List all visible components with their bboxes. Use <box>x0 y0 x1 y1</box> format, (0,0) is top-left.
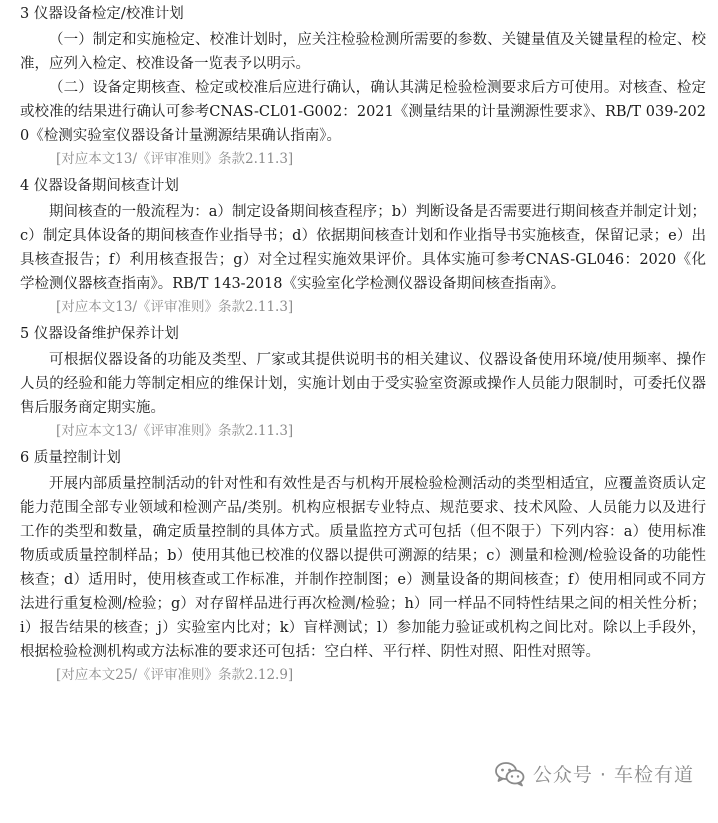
paragraph: 开展内部质量控制活动的针对性和有效性是否与机构开展检验检测活动的类型相适宜，应覆盖资质认定能力范围全部专业领域和检测产品/类别。机构应根据专业特点、规范要求、技术风险、人员能力以及进行工作的类型和数量，确定质量控制的具体方式。质量监控方式可包括（但不限于）下列内容：a）使用标准物质或质量控制样品；b）使用其他已校准的仪器以提供可溯源的结果；c）测量和检测/检验设备的功能性核查；d）适用时，使用核查或工作标准，并制作控制图；e）测量设备的期间核查；f）使用相同或不同方法进行重复检测/检验；g）对存留样品进行再次检测/检验；h）同一样品不同特性结果之间的相关性分析；i）报告结果的核查；j）实验室内比对；k）盲样测试；l）参加能力验证或机构之间比对。除以上手段外，根据检验检测机构或方法标准的要求还可包括：空白样、平行样、阴性对照、阳性对照等。 <box>20 476 706 660</box>
section-heading: 6 质量控制计划 <box>20 450 121 466</box>
section-heading: 4 仪器设备期间核查计划 <box>20 178 179 194</box>
clause-reference: [对应本文13/《评审准则》条款2.11.3] <box>56 299 294 315</box>
section-equipment-calibration-plan <box>20 4 706 170</box>
section-heading: 3 仪器设备检定/校准计划 <box>20 6 184 22</box>
wechat-icon <box>495 761 525 787</box>
clause-reference: [对应本文13/《评审准则》条款2.11.3] <box>56 423 294 439</box>
clause-reference: [对应本文13/《评审准则》条款2.11.3] <box>56 151 294 167</box>
paragraph: （一）制定和实施检定、校准计划时，应关注检验检测所需要的参数、关键量值及关键量程的检定、校准，应列入检定、校准设备一览表予以明示。 <box>20 32 706 72</box>
clause-reference: [对应本文25/《评审准则》条款2.12.9] <box>56 667 294 683</box>
watermark <box>495 760 694 787</box>
section-maintenance-plan <box>20 324 706 442</box>
section-heading: 5 仪器设备维护保养计划 <box>20 326 179 342</box>
paragraph: 期间核查的一般流程为：a）制定设备期间核查程序；b）判断设备是否需要进行期间核查并制定计划；c）制定具体设备的期间核查作业指导书；d）依据期间核查计划和作业指导书实施核查，保留记录；e）出具核查报告；f）利用核查报告；g）对全过程实施效果评价。具体实施可参考CNAS-GL046：2020《化学检测仪器核查指南》。RB/T 143-2018《实验室化学检测仪器设备期间核查指南》。 <box>20 204 706 292</box>
section-intermediate-check-plan <box>20 176 706 318</box>
section-quality-control-plan <box>20 448 706 686</box>
paragraph: （二）设备定期核查、检定或校准后应进行确认，确认其满足检验检测要求后方可使用。对核查、检定或校准的结果进行确认可参考CNAS-CL01-G002：2021《测量结果的计量溯源性要求》、RB/T 039-2020《检测实验室仪器设备计量溯源结果确认指南》。 <box>20 80 706 144</box>
watermark-text: 公众号 · 车检有道 <box>532 764 694 786</box>
paragraph: 可根据仪器设备的功能及类型、厂家或其提供说明书的相关建议、仪器设备使用环境/使用频率、操作人员的经验和能力等制定相应的维保计划，实施计划由于受实验室资源或操作人员能力限制时，可委托仪器售后服务商定期实施。 <box>20 352 706 416</box>
